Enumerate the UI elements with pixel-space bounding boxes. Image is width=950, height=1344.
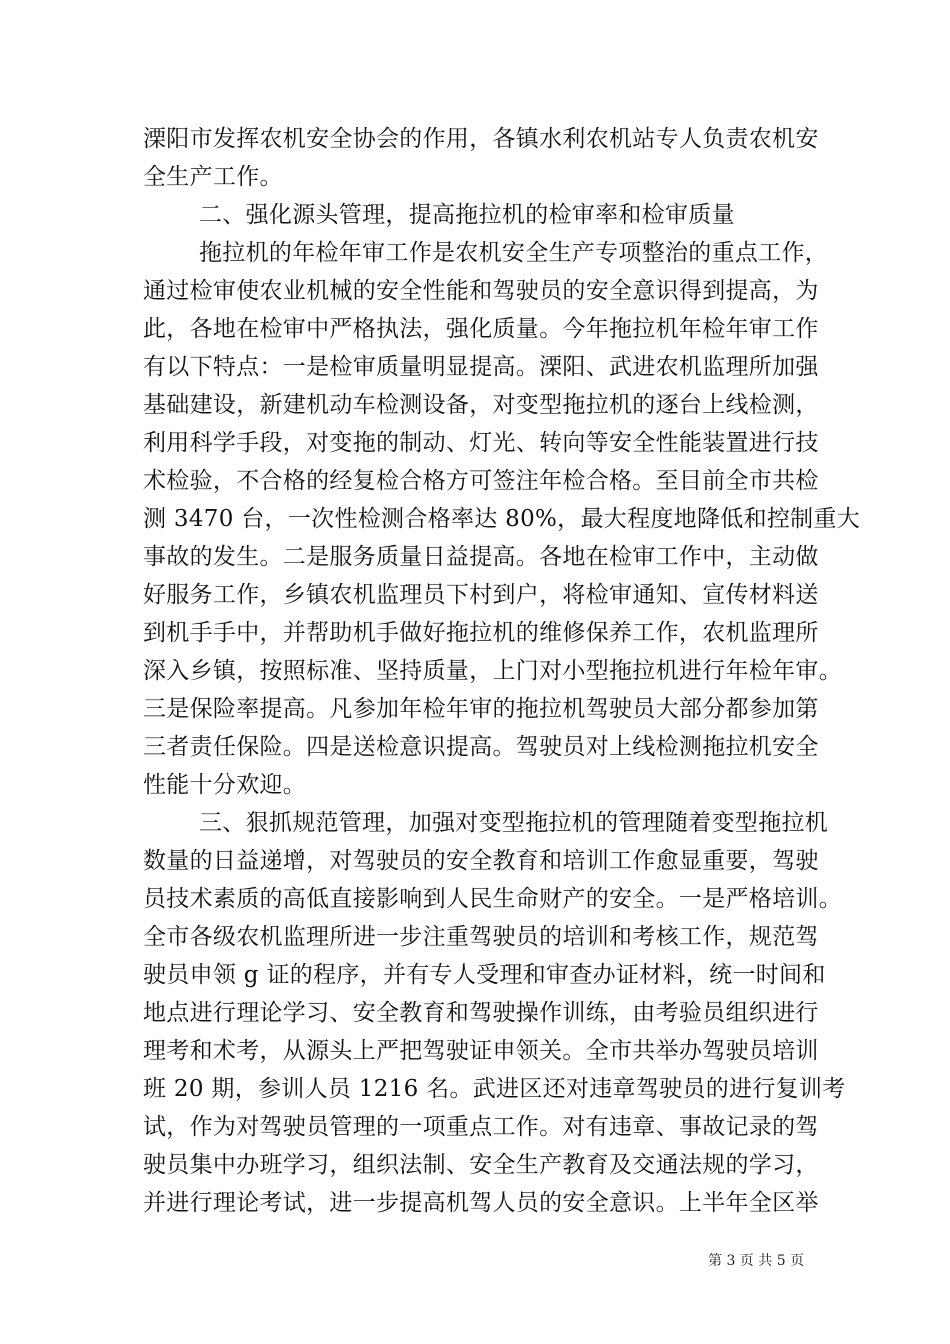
text-line: 理考和术考，从源头上严把驾驶证申领关。全市共举办驾驶员培训 (143, 1038, 819, 1064)
text-line: 有以下特点：一是检审质量明显提高。溧阳、武进农机监理所加强 (143, 354, 819, 380)
text-line: 性能十分欢迎。 (143, 772, 307, 798)
text-line: 深入乡镇，按照标准、坚持质量，上门对小型拖拉机进行年检年审。 (143, 658, 842, 684)
text-line: 班 20 期，参训人员 1216 名。武进区还对违章驾驶员的进行复训考 (143, 1076, 846, 1102)
text-line: 到机手手中，并帮助机手做好拖拉机的维修保养工作，农机监理所 (143, 620, 819, 646)
section-two-body (143, 234, 861, 804)
text-line: 基础建设，新建机动车检测设备，对变型拖拉机的逐台上线检测， (143, 392, 819, 418)
text-line: 术检验，不合格的经复检合格方可签注年检合格。至目前全市共检 (143, 468, 819, 494)
paragraph-continuation (143, 120, 819, 196)
text-line: 员技术素质的高低直接影响到人民生命财产的安全。一是严格培训。 (143, 886, 842, 912)
text-line: 全市各级农机监理所进一步注重驾驶员的培训和考核工作，规范驾 (143, 924, 819, 950)
text-line: 驶员集中办班学习，组织法制、安全生产教育及交通法规的学习， (143, 1152, 819, 1178)
text-line: 并进行理论考试，进一步提高机驾人员的安全意识。上半年全区举 (143, 1190, 819, 1216)
text-line: 三是保险率提高。凡参加年检年审的拖拉机驾驶员大部分都参加第 (143, 696, 819, 722)
page-number-footer: 第 3 页 共 5 页 (708, 1253, 805, 1269)
text-line: 事故的发生。二是服务质量日益提高。各地在检审工作中，主动做 (143, 544, 819, 570)
text-line: 全生产工作。 (143, 164, 283, 190)
section-three (143, 804, 846, 1222)
text-line: 溧阳市发挥农机安全协会的作用，各镇水利农机站专人负责农机安 (143, 126, 819, 152)
text-line: 三者责任保险。四是送检意识提高。驾驶员对上线检测拖拉机安全 (143, 734, 819, 760)
section-two-heading: 二、强化源头管理，提高拖拉机的检审率和检审质量 (199, 202, 735, 228)
text-line: 此，各地在检审中严格执法，强化质量。今年拖拉机年检年审工作 (143, 316, 819, 342)
text-line: 好服务工作，乡镇农机监理员下村到户，将检审通知、宣传材料送 (143, 582, 819, 608)
text-line: 拖拉机的年检年审工作是农机安全生产专项整治的重点工作， (199, 240, 829, 266)
text-line: 利用科学手段，对变拖的制动、灯光、转向等安全性能装置进行技 (143, 430, 819, 456)
text-line: 试，作为对驾驶员管理的一项重点工作。对有违章、事故记录的驾 (143, 1114, 819, 1140)
text-line: 地点进行理论学习、安全教育和驾驶操作训练，由考验员组织进行 (143, 1000, 819, 1026)
text-line: 驶员申领 g 证的程序，并有专人受理和审查办证材料，统一时间和 (143, 962, 826, 988)
text-line: 测 3470 台，一次性检测合格率达 80%，最大程度地降低和控制重大 (143, 506, 861, 532)
text-line: 数量的日益递增，对驾驶员的安全教育和培训工作愈显重要，驾驶 (143, 848, 819, 874)
section-three-heading: 三、狠抓规范管理，加强对变型拖拉机的管理随着变型拖拉机 (199, 810, 829, 836)
text-line: 通过检审使农业机械的安全性能和驾驶员的安全意识得到提高，为 (143, 278, 819, 304)
document-page (143, 120, 861, 1222)
